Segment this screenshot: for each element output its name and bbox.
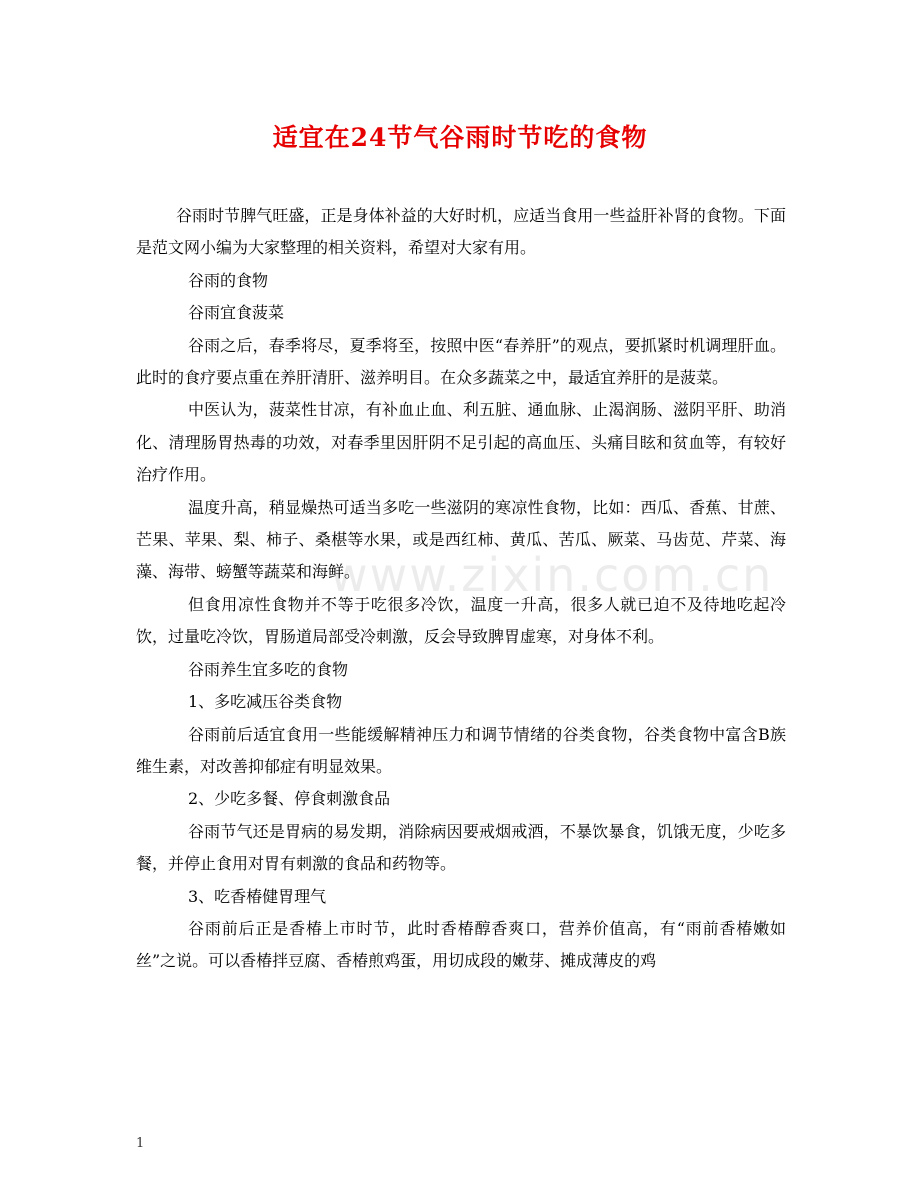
sub-heading: 谷雨宜食菠菜	[188, 303, 285, 323]
paragraph: 谷雨节气还是胃病的易发期，消除病因要戒烟戒酒，不暴饮暴食，饥饿无度，少吃多餐，并停止食用对胃有刺激的食品和药物等。	[136, 821, 786, 874]
paragraph: 谷雨前后适宜食用一些能缓解精神压力和调节情绪的谷类食物，谷类食物中富含B族维生素，对改善抑郁症有明显效果。	[136, 724, 786, 776]
paragraph: 温度升高，稍显燥热可适当多吃一些滋阴的寒凉性食物，比如：西瓜、香蕉、甘蔗、芒果、苹果、梨、柿子、桑椹等水果，或是西红柿、黄瓜、苦瓜、厥菜、马齿苋、芹菜、海藻、海带、螃蟹等蔬菜和海鲜。	[136, 497, 786, 582]
paragraph: 中医认为，菠菜性甘凉，有补血止血、利五脏、通血脉、止渴润肠、滋阴平肝、助消化、清理肠胃热毒的功效，对春季里因肝阴不足引起的高血压、头痛目眩和贫血等，有较好治疗作用。	[136, 400, 786, 485]
document-body	[136, 200, 786, 978]
paragraph-intro: 谷雨时节脾气旺盛，正是身体补益的大好时机，应适当食用一些益肝补肾的食物。下面是范文网小编为大家整理的相关资料，希望对大家有用。	[136, 206, 786, 258]
section-heading: 谷雨的食物	[188, 270, 269, 290]
document-title: 适宜在24节气谷雨时节吃的食物	[272, 123, 648, 152]
section-heading: 谷雨养生宜多吃的食物	[188, 659, 349, 679]
page-number: 1	[136, 1136, 145, 1151]
list-item-heading: 2、少吃多餐、停食刺激食品	[188, 789, 391, 809]
list-item-heading: 1、多吃减压谷类食物	[188, 692, 343, 712]
paragraph: 谷雨前后正是香椿上市时节，此时香椿醇香爽口，营养价值高，有“雨前香椿嫩如丝”之说。可以香椿拌豆腐、香椿煎鸡蛋，用切成段的嫩芽、摊成薄皮的鸡	[136, 918, 786, 971]
paragraph: 谷雨之后，春季将尽，夏季将至，按照中医“春养肝”的观点，要抓紧时机调理肝血。此时的食疗要点重在养肝清肝、滋养明目。在众多蔬菜之中，最适宜养肝的是菠菜。	[136, 335, 786, 388]
watermark: www.zixin.com.cn	[330, 548, 774, 602]
paragraph: 但食用凉性食物并不等于吃很多冷饮，温度一升高，很多人就已迫不及待地吃起冷饮，过量吃冷饮，胃肠道局部受冷刺激，反会导致脾胃虚寒，对身体不利。	[136, 594, 786, 647]
list-item-heading: 3、吃香椿健胃理气	[188, 886, 327, 906]
